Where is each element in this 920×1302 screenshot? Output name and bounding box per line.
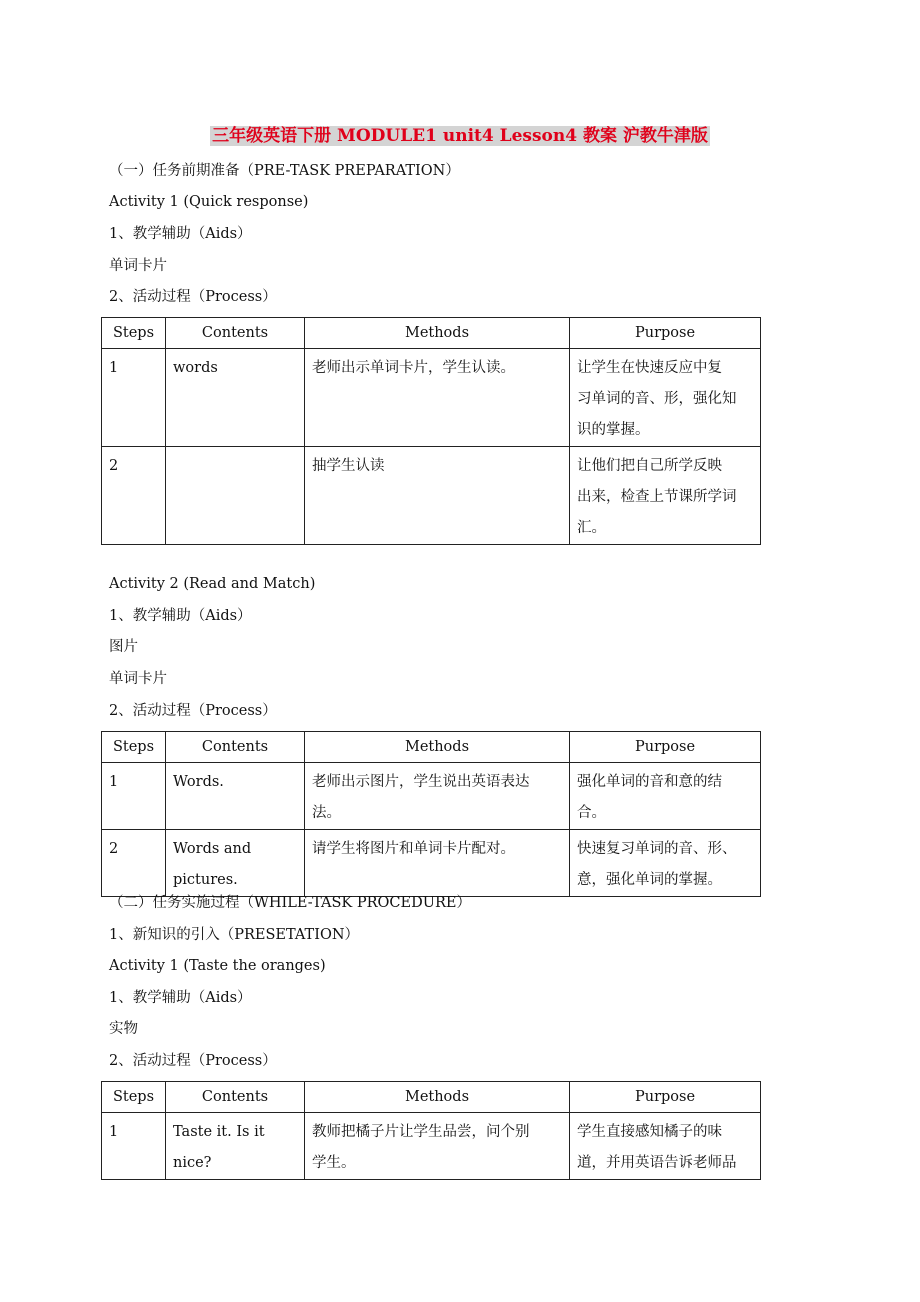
header-contents: Contents (166, 1082, 305, 1113)
cell-purpose: 让他们把自己所学反映 出来，检查上节课所学词 汇。 (570, 447, 761, 545)
table-row (102, 447, 761, 545)
table-row (102, 349, 761, 447)
header-steps: Steps (102, 1082, 166, 1113)
section-pre-task: （一）任务前期准备（PRE-TASK PREPARATION） (109, 163, 460, 179)
cell-contents: words (166, 349, 305, 447)
cell-contents: Taste it. Is it nice? (166, 1113, 305, 1180)
cell-methods: 抽学生认读 (305, 447, 570, 545)
header-methods: Methods (305, 1082, 570, 1113)
cell-step: 2 (102, 830, 166, 897)
cell-contents: Words and pictures. (166, 830, 305, 897)
table-row (102, 1113, 761, 1180)
cell-methods: 请学生将图片和单词卡片配对。 (305, 830, 570, 897)
document-title: 三年级英语下册 MODULE1 unit4 Lesson4 教案 沪教牛津版 (212, 126, 708, 146)
activity-2-heading: Activity 2 (Read and Match) (109, 576, 316, 592)
header-methods: Methods (305, 318, 570, 349)
aids-heading: 1、教学辅助（Aids） (109, 226, 252, 242)
aids-heading: 1、教学辅助（Aids） (109, 608, 252, 624)
cell-step: 1 (102, 349, 166, 447)
aids-item: 实物 (109, 1021, 138, 1037)
table-header-row (102, 318, 761, 349)
table-header-row (102, 732, 761, 763)
aids-item: 单词卡片 (109, 671, 167, 687)
aids-item: 单词卡片 (109, 258, 167, 274)
section-while-task: （二）任务实施过程（WHILE-TASK PROCEDURE） (109, 895, 471, 911)
cell-methods: 老师出示图片，学生说出英语表达 法。 (305, 763, 570, 830)
cell-purpose: 让学生在快速反应中复 习单词的音、形，强化知 识的掌握。 (570, 349, 761, 447)
cell-contents: Words. (166, 763, 305, 830)
header-contents: Contents (166, 318, 305, 349)
cell-step: 2 (102, 447, 166, 545)
table-header-row (102, 1082, 761, 1113)
cell-purpose: 强化单词的音和意的结 合。 (570, 763, 761, 830)
activity-1-table (101, 317, 761, 545)
activity-1-heading: Activity 1 (Quick response) (109, 194, 309, 210)
process-heading: 2、活动过程（Process） (109, 703, 277, 719)
activity-3-table (101, 1081, 761, 1180)
aids-heading: 1、教学辅助（Aids） (109, 990, 252, 1006)
cell-purpose: 学生直接感知橘子的味 道，并用英语告诉老师品 (570, 1113, 761, 1180)
process-heading: 2、活动过程（Process） (109, 289, 277, 305)
header-purpose: Purpose (570, 1082, 761, 1113)
cell-contents (166, 447, 305, 545)
header-methods: Methods (305, 732, 570, 763)
header-steps: Steps (102, 318, 166, 349)
aids-item: 图片 (109, 639, 138, 655)
activity-2-table (101, 731, 761, 897)
header-purpose: Purpose (570, 318, 761, 349)
cell-step: 1 (102, 763, 166, 830)
activity-3-heading: Activity 1 (Taste the oranges) (109, 958, 326, 974)
header-purpose: Purpose (570, 732, 761, 763)
table-row (102, 830, 761, 897)
cell-methods: 教师把橘子片让学生品尝，问个别 学生。 (305, 1113, 570, 1180)
cell-step: 1 (102, 1113, 166, 1180)
header-steps: Steps (102, 732, 166, 763)
cell-purpose: 快速复习单词的音、形、 意，强化单词的掌握。 (570, 830, 761, 897)
cell-methods: 老师出示单词卡片，学生认读。 (305, 349, 570, 447)
table-row (102, 763, 761, 830)
presentation-heading: 1、新知识的引入（PRESETATION） (109, 927, 360, 943)
header-contents: Contents (166, 732, 305, 763)
process-heading: 2、活动过程（Process） (109, 1053, 277, 1069)
